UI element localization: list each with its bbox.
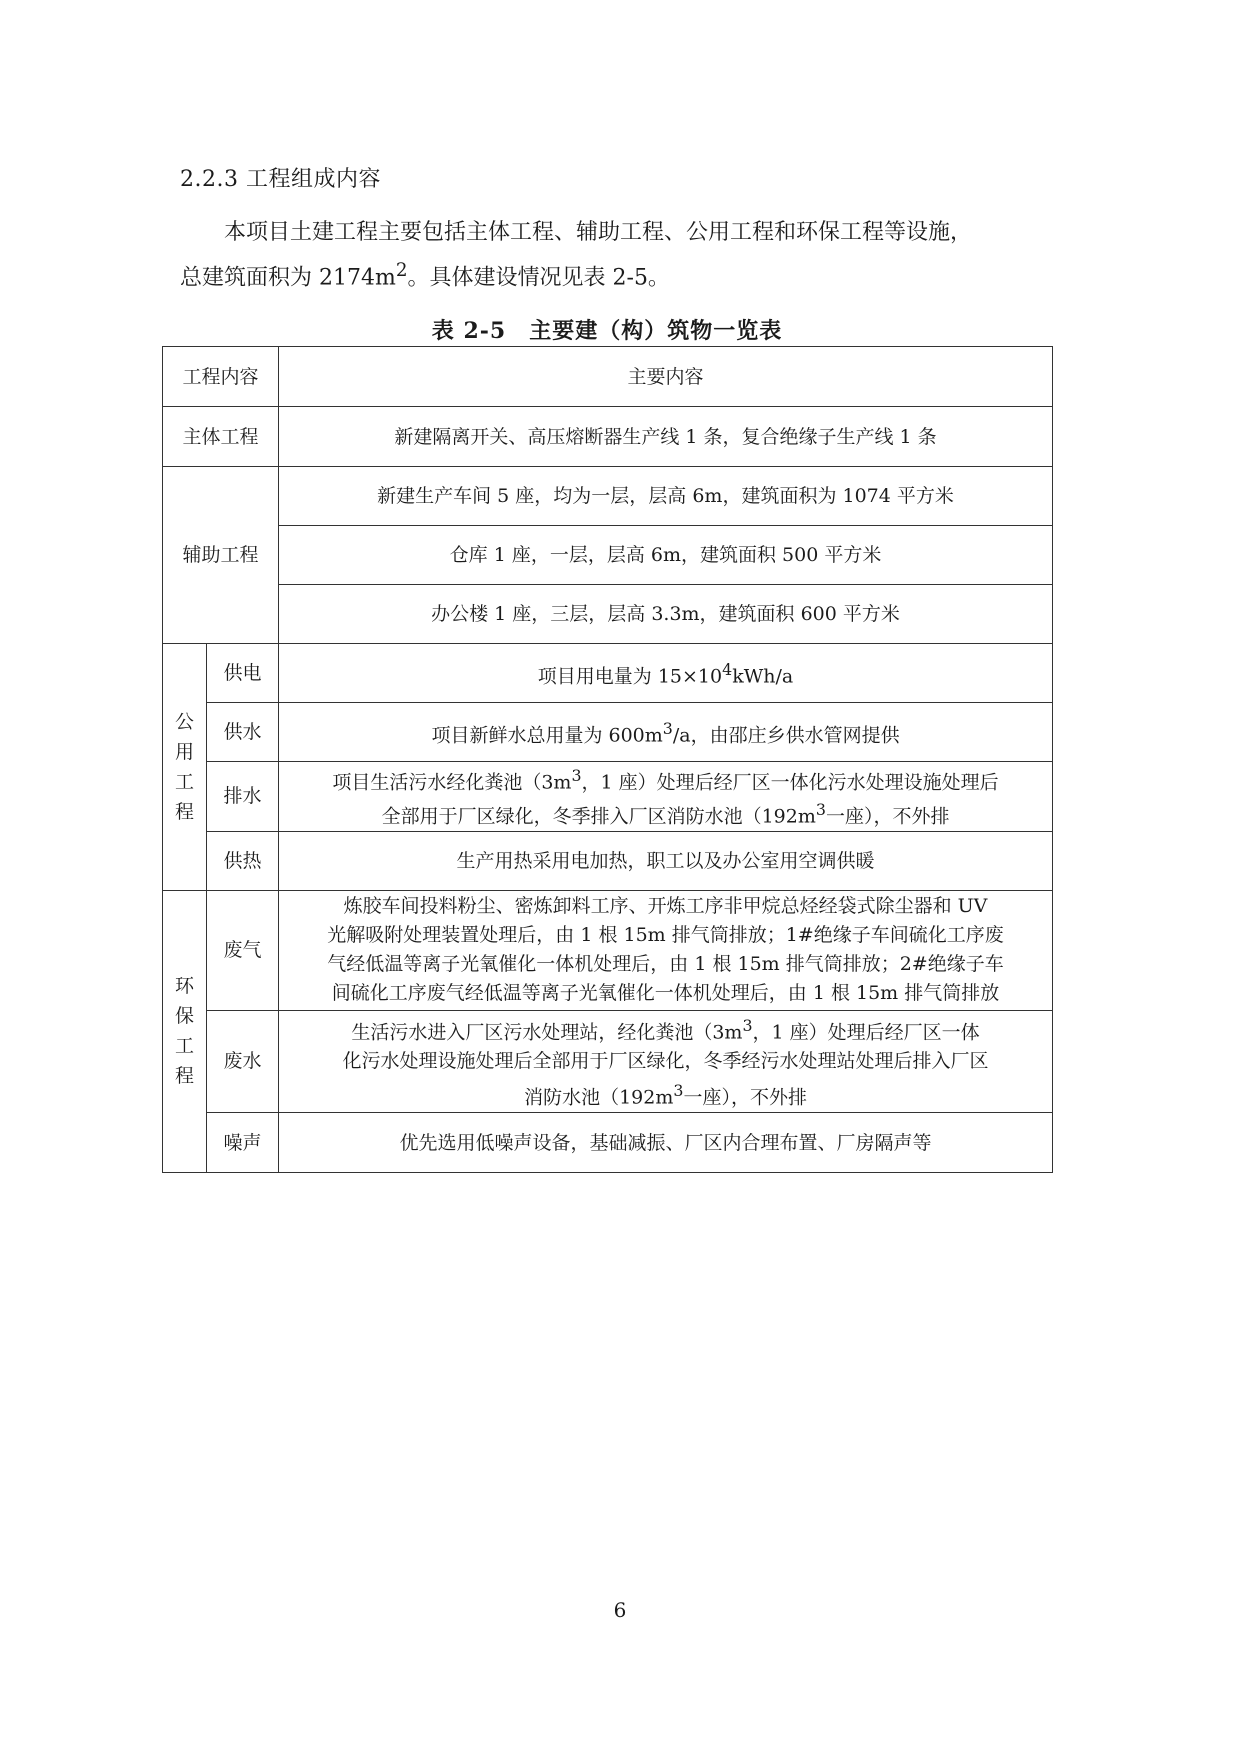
table-header-row [163, 347, 1053, 407]
row-label-heating: 供热 [207, 831, 279, 890]
table-row [163, 585, 1053, 644]
row-content-heating: 生产用热采用电加热，职工以及办公室用空调供暖 [279, 831, 1053, 890]
row-content-water-supply: 项目新鲜水总用量为 $600m^3/a$，由邵庄乡供水管网提供 [279, 703, 1053, 762]
row-content-auxiliary-2: 仓库 1 座，一层，层高 6m，建筑面积 500 平方米 [279, 526, 1053, 585]
table-row [163, 1113, 1053, 1173]
buildings-table [162, 346, 1053, 1173]
group-label-public: 公 用 工 程 [163, 644, 207, 891]
row-label-noise: 噪声 [207, 1113, 279, 1173]
table-row [163, 762, 1053, 832]
row-label-drainage: 排水 [207, 762, 279, 832]
table-row [163, 890, 1053, 1010]
header-main-content: 主要内容 [279, 347, 1053, 407]
row-content-noise: 优先选用低噪声设备，基础减振、厂区内合理布置、厂房隔声等 [279, 1113, 1053, 1173]
row-label-auxiliary: 辅助工程 [163, 467, 279, 644]
row-content-drainage: 项目生活污水经化粪池（$3m^3$，1 座）处理后经厂区一体化污水处理设施处理后 全部用于厂区绿化，冬季排入厂区消防水池（$192m^3$一座），不外排 [279, 762, 1053, 832]
table-row [163, 526, 1053, 585]
row-content-auxiliary-1: 新建生产车间 5 座，均为一层，层高 6m，建筑面积为 1074 平方米 [279, 467, 1053, 526]
row-content-auxiliary-3: 办公楼 1 座，三层，层高 3.3m，建筑面积 600 平方米 [279, 585, 1053, 644]
table-caption: 表 2-5 主要建（构）筑物一览表 [431, 318, 783, 344]
row-label-gas: 废气 [207, 890, 279, 1010]
table-row [163, 467, 1053, 526]
table-row [163, 1010, 1053, 1113]
row-label-wastewater: 废水 [207, 1010, 279, 1113]
section-heading: 2.2.3 工程组成内容 [180, 167, 381, 192]
row-content-wastewater: 生活污水进入厂区污水处理站，经化粪池（$3m^3$，1 座）处理后经厂区一体 化污水处理设施处理后全部用于厂区绿化，冬季经污水处理站处理后排入厂区 消防水池（$192m^3$一座），不外排 [279, 1010, 1053, 1113]
row-content-power: 项目用电量为 $15\times 10^4kWh/a$ [279, 644, 1053, 703]
header-project-type: 工程内容 [163, 347, 279, 407]
row-content-main: 新建隔离开关、高压熔断器生产线 1 条，复合绝缘子生产线 1 条 [279, 407, 1053, 467]
row-label-main: 主体工程 [163, 407, 279, 467]
intro-line-2: 总建筑面积为 $2174m^2$。具体建设情况见表 2-5。 [180, 260, 670, 291]
table-row [163, 703, 1053, 762]
table-row [163, 831, 1053, 890]
page-number: 6 [613, 1598, 627, 1622]
table-row [163, 407, 1053, 467]
table-row [163, 644, 1053, 703]
intro-paragraph [180, 214, 1060, 297]
row-label-water-supply: 供水 [207, 703, 279, 762]
row-label-power: 供电 [207, 644, 279, 703]
group-label-environmental: 环 保 工 程 [163, 890, 207, 1173]
row-content-gas: 炼胶车间投料粉尘、密炼卸料工序、开炼工序非甲烷总烃经袋式除尘器和 UV 光解吸附处理装置处理后，由 1 根 15m 排气筒排放；1#绝缘子车间硫化工序废 气经低温等离子光氧催化一体机处理后，由 1 根 15m 排气筒排放；2#绝缘子车 间硫化工序废气经低温等离子光氧催化一体机处理后，由 1 根 15m 排气筒排放 [279, 890, 1053, 1010]
intro-line-1: 本项目土建工程主要包括主体工程、辅助工程、公用工程和环保工程等设施， [224, 220, 973, 245]
